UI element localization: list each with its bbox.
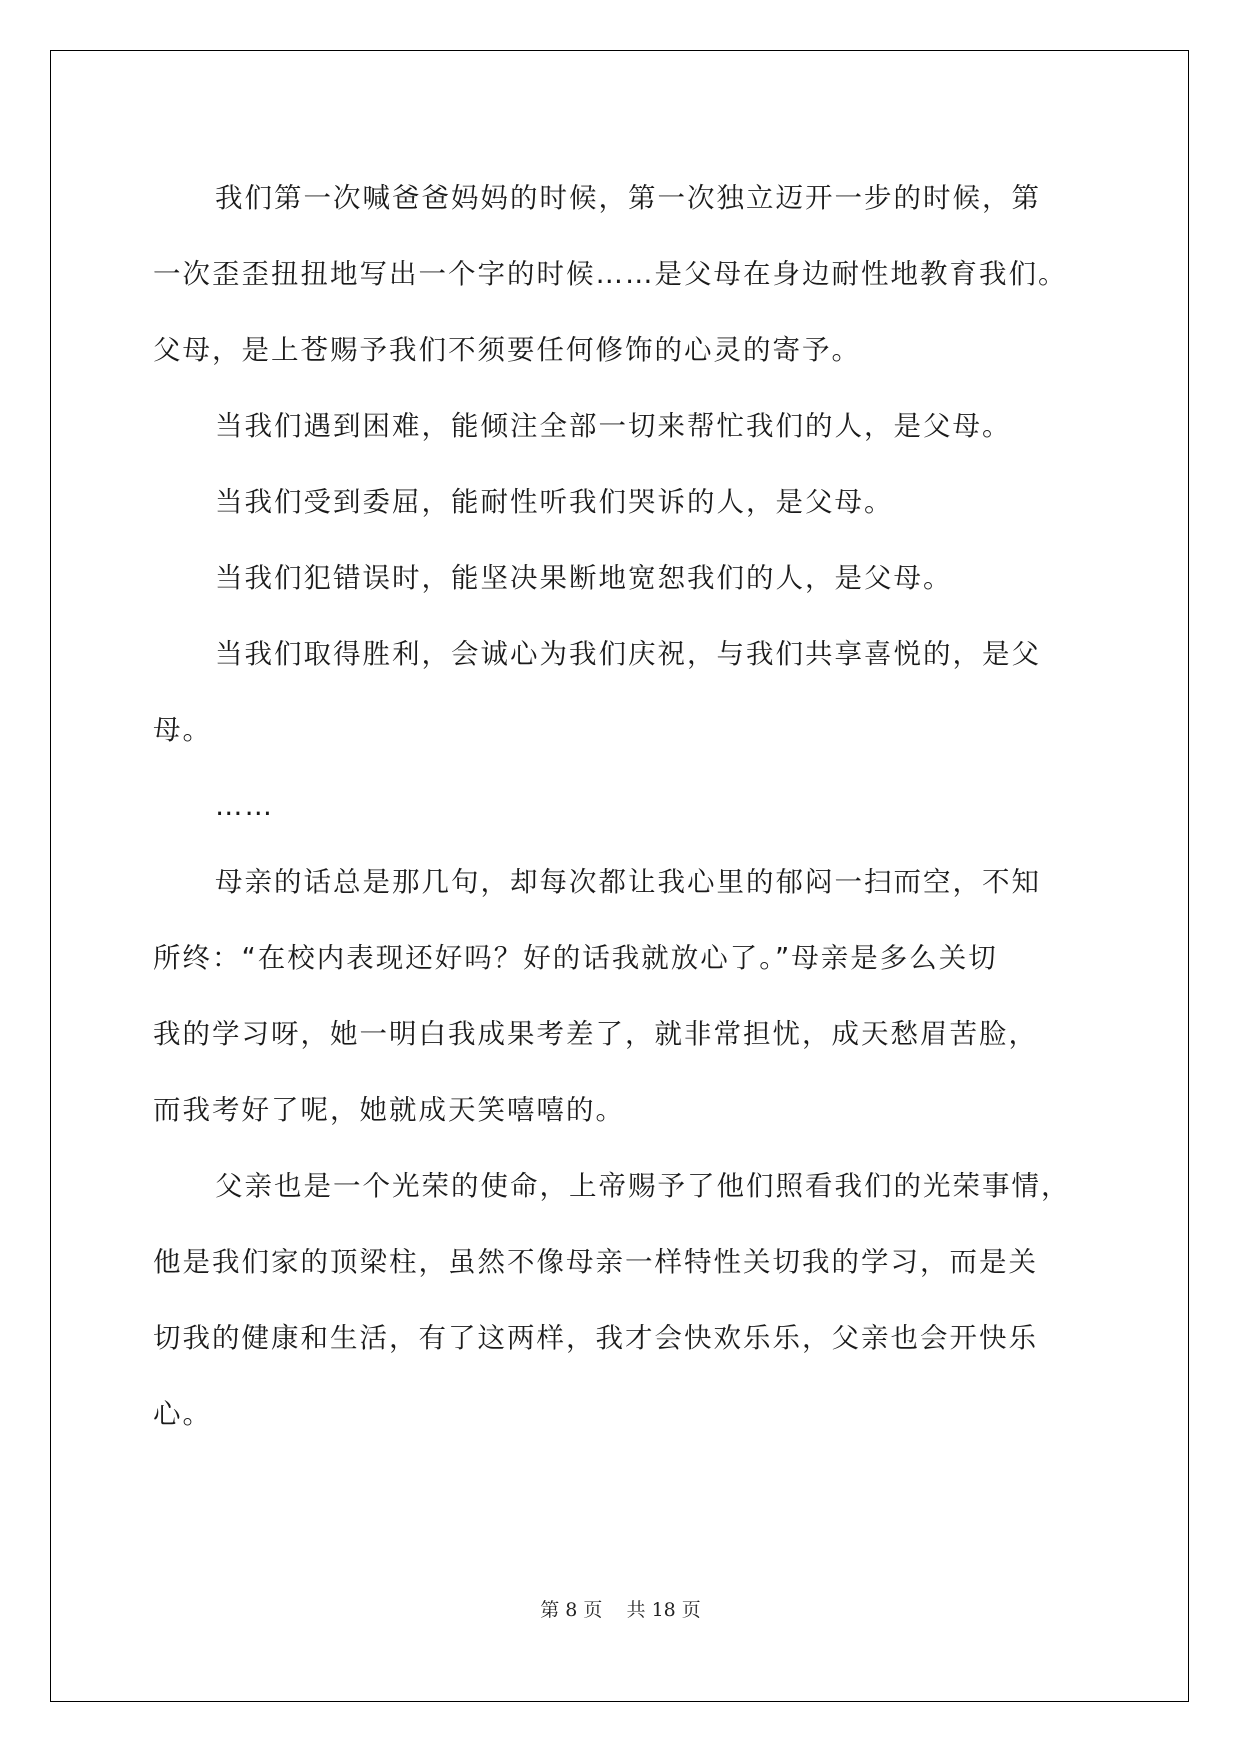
text-line: 当我们遇到困难，能倾注全部一切来帮忙我们的人，是父母。 [215, 410, 1012, 442]
text-line: 父母，是上苍赐予我们不须要任何修饰的心灵的寄予。 [153, 334, 861, 366]
text-line: 父亲也是一个光荣的使命，上帝赐予了他们照看我们的光荣事情， [215, 1170, 1071, 1202]
text-line: 我们第一次喊爸爸妈妈的时候，第一次独立迈开一步的时候，第 [215, 182, 1041, 214]
text-line: 所终：“在校内表现还好吗？好的话我就放心了。”母亲是多么关切 [153, 942, 998, 974]
text-line: 我的学习呀，她一明白我成果考差了，就非常担忧，成天愁眉苦脸， [153, 1018, 1038, 1050]
text-line: 而我考好了呢，她就成天笑嘻嘻的。 [153, 1094, 625, 1126]
document-body [153, 160, 1093, 1452]
text-line: 一次歪歪扭扭地写出一个字的时候……是父母在身边耐性地教育我们。 [153, 258, 1068, 290]
text-line: 当我们受到委屈，能耐性听我们哭诉的人，是父母。 [215, 486, 894, 518]
text-line: 他是我们家的顶梁柱，虽然不像母亲一样特性关切我的学习，而是关 [153, 1246, 1038, 1278]
text-line: 当我们取得胜利，会诚心为我们庆祝，与我们共享喜悦的，是父 [215, 638, 1041, 670]
text-line: 当我们犯错误时，能坚决果断地宽恕我们的人，是父母。 [215, 562, 953, 594]
page-number-footer: 第 8 页 共 18 页 [540, 1599, 701, 1621]
text-line: 心。 [153, 1398, 212, 1430]
text-line: 母亲的话总是那几句，却每次都让我心里的郁闷一扫而空，不知 [215, 866, 1041, 898]
ellipsis-line: …… [215, 790, 274, 822]
text-line: 切我的健康和生活，有了这两样，我才会快欢乐乐，父亲也会开快乐 [153, 1322, 1038, 1354]
text-line: 母。 [153, 714, 212, 746]
